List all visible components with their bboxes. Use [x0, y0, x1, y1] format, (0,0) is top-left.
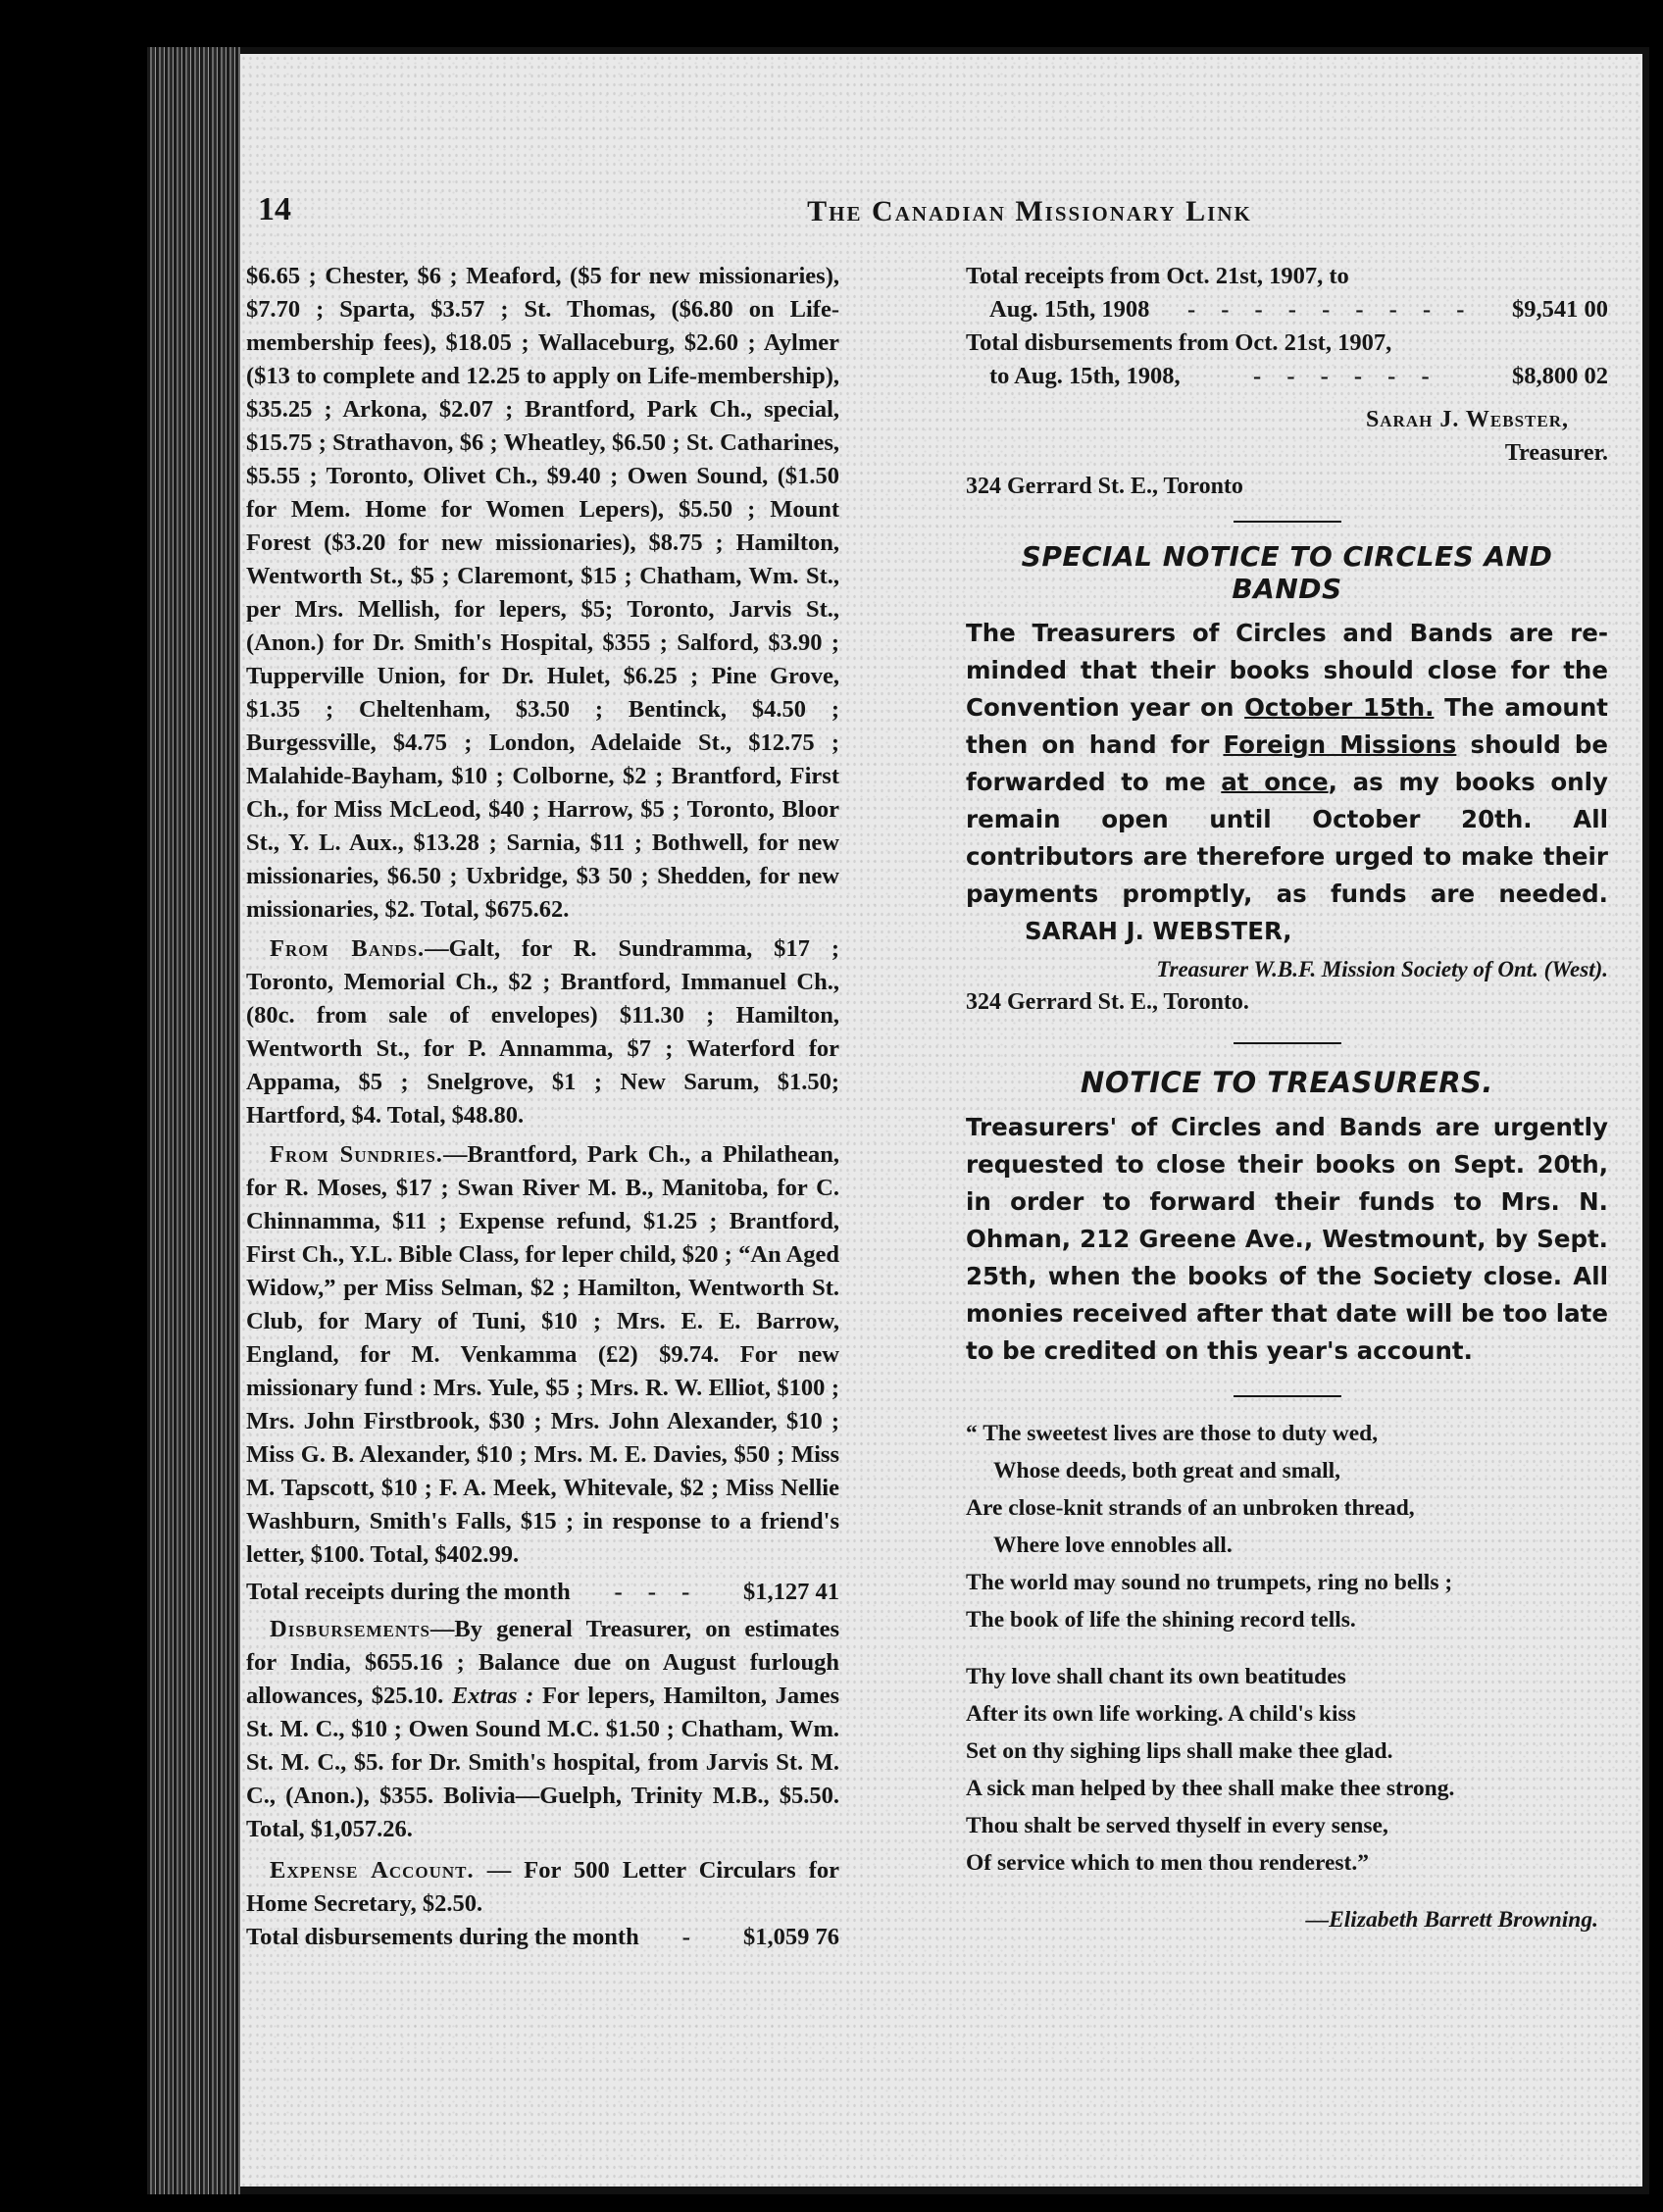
disbursements-text: —By general Treasurer, on estimates for India, $655.16 ; Balance due on August furlough allowances, $25.10.	[246, 1616, 839, 1709]
disbursements-text-2: For lepers, Hamilton, James St. M. C., $10 ; Owen Sound M.C. $1.50 ; Chatham, Wm. St. M. C., $5. for Dr. Smith's hospital, from Jarvis St. M. C., (Anon.), $355. Bolivia—Guelph, Trinity M.B., $5.50. Total, $1,057.26.	[246, 1683, 839, 1842]
poem-line: Of service which to men thou renderest.”	[966, 1850, 1369, 1876]
poem-line: Thou shalt be served thyself in every sense,	[966, 1813, 1388, 1838]
from-bands-heading: From Bands.	[270, 935, 426, 962]
annual-summary	[966, 260, 1608, 503]
treasurers-notice-title: NOTICE TO TREASURERS.	[1081, 1066, 1493, 1099]
leader-dots: - - -	[614, 1579, 700, 1605]
poem-line: Whose deeds, both great and small,	[993, 1458, 1341, 1483]
poem-line: The world may sound no trumpets, ring no bells ;	[966, 1570, 1453, 1595]
total-disbursements-month-label: Total disbursements during the month	[246, 1924, 639, 1950]
from-bands-text: —Galt, for R. Sundramma, $17 ; Toronto, Memorial Ch., $2 ; Brantford, Immanuel Ch., (80c. from sale of envelopes) $11.30 ; Hamilton, Wentworth St., for P. Annamma, $7 ; Waterford for Appama, $5 ; Snelgrove, $1 ; New Sarum, $1.50; Hartford, $4. Total, $48.80.	[246, 935, 839, 1129]
special-notice-title: SPECIAL NOTICE TO CIRCLES AND BANDS	[1021, 540, 1553, 605]
special-notice-date: October 15th.	[1244, 693, 1435, 722]
special-notice-body	[966, 615, 1608, 950]
expense-paragraph	[246, 1854, 839, 1921]
poem-line: Thy love shall chant its own beatitudes	[966, 1664, 1346, 1689]
document-page	[240, 54, 1642, 2187]
from-bands-paragraph	[246, 932, 839, 1132]
page-header	[240, 191, 1642, 250]
poem-attribution: —Elizabeth Barrett Browning.	[1305, 1907, 1598, 1933]
treasurer-address: 324 Gerrard St. E., Toronto	[966, 474, 1243, 499]
total-receipts-month-value: $1,127 41	[743, 1579, 839, 1605]
poem-line: Are close-knit strands of an unbroken thread,	[966, 1495, 1415, 1521]
special-notice-foreign-missions: Foreign Missions	[1223, 730, 1457, 759]
receipts-value: $9,541 00	[1512, 296, 1608, 323]
from-sundries-heading: From Sundries.	[270, 1141, 443, 1168]
poem-line: A sick man helped by thee shall make thee strong.	[966, 1776, 1455, 1801]
page-binding-edge	[147, 47, 240, 2194]
total-receipts-month-label: Total receipts during the month	[246, 1579, 571, 1605]
receipts-label: Total receipts from Oct. 21st, 1907, to	[966, 263, 1349, 289]
right-column	[966, 260, 1608, 1938]
poem-line: “ The sweetest lives are those to duty wed,	[966, 1421, 1379, 1446]
signature-title: Treasurer.	[1504, 440, 1608, 466]
receipts-line-1	[966, 260, 1608, 293]
special-notice-signature: SARAH J. WEBSTER,	[1025, 917, 1292, 945]
running-head: The Canadian Missionary Link	[807, 195, 1252, 227]
special-notice-text: The Treasurers of Circles and Bands are reminded that their books should close for the Convention year on	[966, 619, 1608, 722]
poem-line: The book of life the shining record tells.	[966, 1607, 1356, 1633]
divider	[1234, 1395, 1341, 1397]
poem-line: Where love ennobles all.	[993, 1533, 1233, 1558]
disbursements-label: Total disbursements from Oct. 21st, 1907,	[966, 329, 1392, 356]
special-notice-text: , as my books only remain open until October 20th. All contributors are therefore urged to make their payments promptly, as funds are needed.	[966, 768, 1608, 908]
leader-dots: -	[681, 1924, 700, 1950]
receipts-line-2	[966, 293, 1608, 327]
poem-line: After its own life working. A child's kiss	[966, 1701, 1356, 1727]
divider	[1234, 1042, 1341, 1044]
special-notice-address: 324 Gerrard St. E., Toronto.	[966, 989, 1249, 1015]
disbursements-value: $8,800 02	[1512, 363, 1608, 389]
disbursements-paragraph	[246, 1613, 839, 1846]
disb-line-2	[966, 360, 1608, 393]
disbursements-heading: Disbursements	[270, 1616, 430, 1642]
extras-label: Extras :	[451, 1683, 534, 1709]
expense-text: — For 500 Letter Circulars for Home Secretary, $2.50.	[246, 1857, 839, 1917]
receipts-period: Aug. 15th, 1908	[989, 296, 1150, 323]
expense-heading: Expense Account.	[270, 1857, 475, 1884]
total-disbursements-month-value: $1,059 76	[743, 1924, 839, 1950]
treasurers-notice-body: Treasurers' of Circles and Bands are urgently requested to close their books on Sept. 20th, in order to forward their funds to Mrs. N. Ohman, 212 Greene Ave., Westmount, by Sept. 25th, when the books of the Society close. All monies received after that date will be too late to be credited on this year's account.	[966, 1113, 1608, 1365]
disbursements-period: to Aug. 15th, 1908,	[989, 363, 1181, 389]
from-sundries-paragraph	[246, 1138, 839, 1572]
special-notice-text: should be forwarded to me	[966, 730, 1608, 796]
poem-stanza-2	[966, 1658, 1608, 1882]
poem	[966, 1415, 1608, 1938]
left-column	[246, 260, 839, 1954]
divider	[1234, 521, 1341, 523]
special-notice-at-once: at once	[1221, 768, 1329, 796]
receipts-list: $6.65 ; Chester, $6 ; Meaford, ($5 for new missionaries), $7.70 ; Sparta, $3.57 ; St. Thomas, ($6.80 on Life-membership fees), $18.05 ; Wallaceburg, $2.60 ; Aylmer ($13 to complete and 12.25 to apply on Life-membership), $35.25 ; Arkona, $2.07 ; Brantford, Park Ch., special, $15.75 ; Strathavon, $6 ; Wheatley, $6.50 ; St. Catharines, $5.55 ; Toronto, Olivet Ch., $9.40 ; Owen Sound, ($1.50 for Mem. Home for Women Lepers), $5.50 ; Mount Forest ($3.20 for new missionaries), $8.75 ; Hamilton, Wentworth St., $5 ; Claremont, $15 ; Chatham, Wm. St., per Mrs. Mellish, for lepers, $5; Toronto, Jarvis St., (Anon.) for Dr. Smith's Hospital, $355 ; Salford, $3.90 ; Tupperville Union, for Dr. Hulet, $6.25 ; Pine Grove, $1.35 ; Cheltenham, $3.50 ; Bentinck, $4.50 ; Burgessville, $4.75 ; London, Adelaide St., $12.75 ; Malahide-Bayham, $10 ; Colborne, $2 ; Brantford, First Ch., for Miss McLeod, $40 ; Harrow, $5 ; Toronto, Bloor St., Y. L. Aux., $13.28 ; Sarnia, $11 ; Bothwell, for new missionaries, $6.50 ; Uxbridge, $3 50 ; Shedden, for new missionaries, $2. Total, $675.62.	[246, 263, 839, 923]
poem-line: Set on thy sighing lips shall make thee glad.	[966, 1738, 1393, 1764]
leader-dots: - - - - - -	[1253, 363, 1439, 389]
total-receipts-month-row	[246, 1576, 839, 1609]
special-notice-treasurer: Treasurer W.B.F. Mission Society of Ont. (West).	[1156, 957, 1608, 981]
total-disbursements-month-row	[246, 1921, 839, 1954]
leader-dots: - - - - - - - - -	[1186, 296, 1475, 323]
special-notice-text: The amount then on hand for	[966, 693, 1608, 759]
signature-name: Sarah J. Webster,	[1365, 407, 1569, 432]
from-sundries-text: —Brantford, Park Ch., a Philathean, for R. Moses, $17 ; Swan River M. B., Manitoba, for C. Chinnamma, $11 ; Expense refund, $1.25 ; Brantford, First Ch., Y.L. Bible Class, for leper child, $20 ; “An Aged Widow,” per Miss Selman, $2 ; Hamilton, Wentworth St. Club, for Mary of Tuni, $10 ; Mrs. E. E. Barrow, England, for M. Venkamma (£2) $9.74. For new missionary fund : Mrs. Yule, $5 ; Mrs. R. W. Elliot, $100 ; Mrs. John Firstbrook, $30 ; Mrs. John Alexander, $10 ; Miss G. B. Alexander, $10 ; Mrs. M. E. Davies, $50 ; Miss M. Tapscott, $10 ; F. A. Meek, Whitevale, $2 ; Miss Nellie Washburn, Smith's Falls, $15 ; in response to a friend's letter, $100. Total, $402.99.	[246, 1141, 839, 1568]
page-number: 14	[258, 191, 291, 227]
poem-stanza-1	[966, 1415, 1608, 1638]
disb-line-1	[966, 327, 1608, 360]
